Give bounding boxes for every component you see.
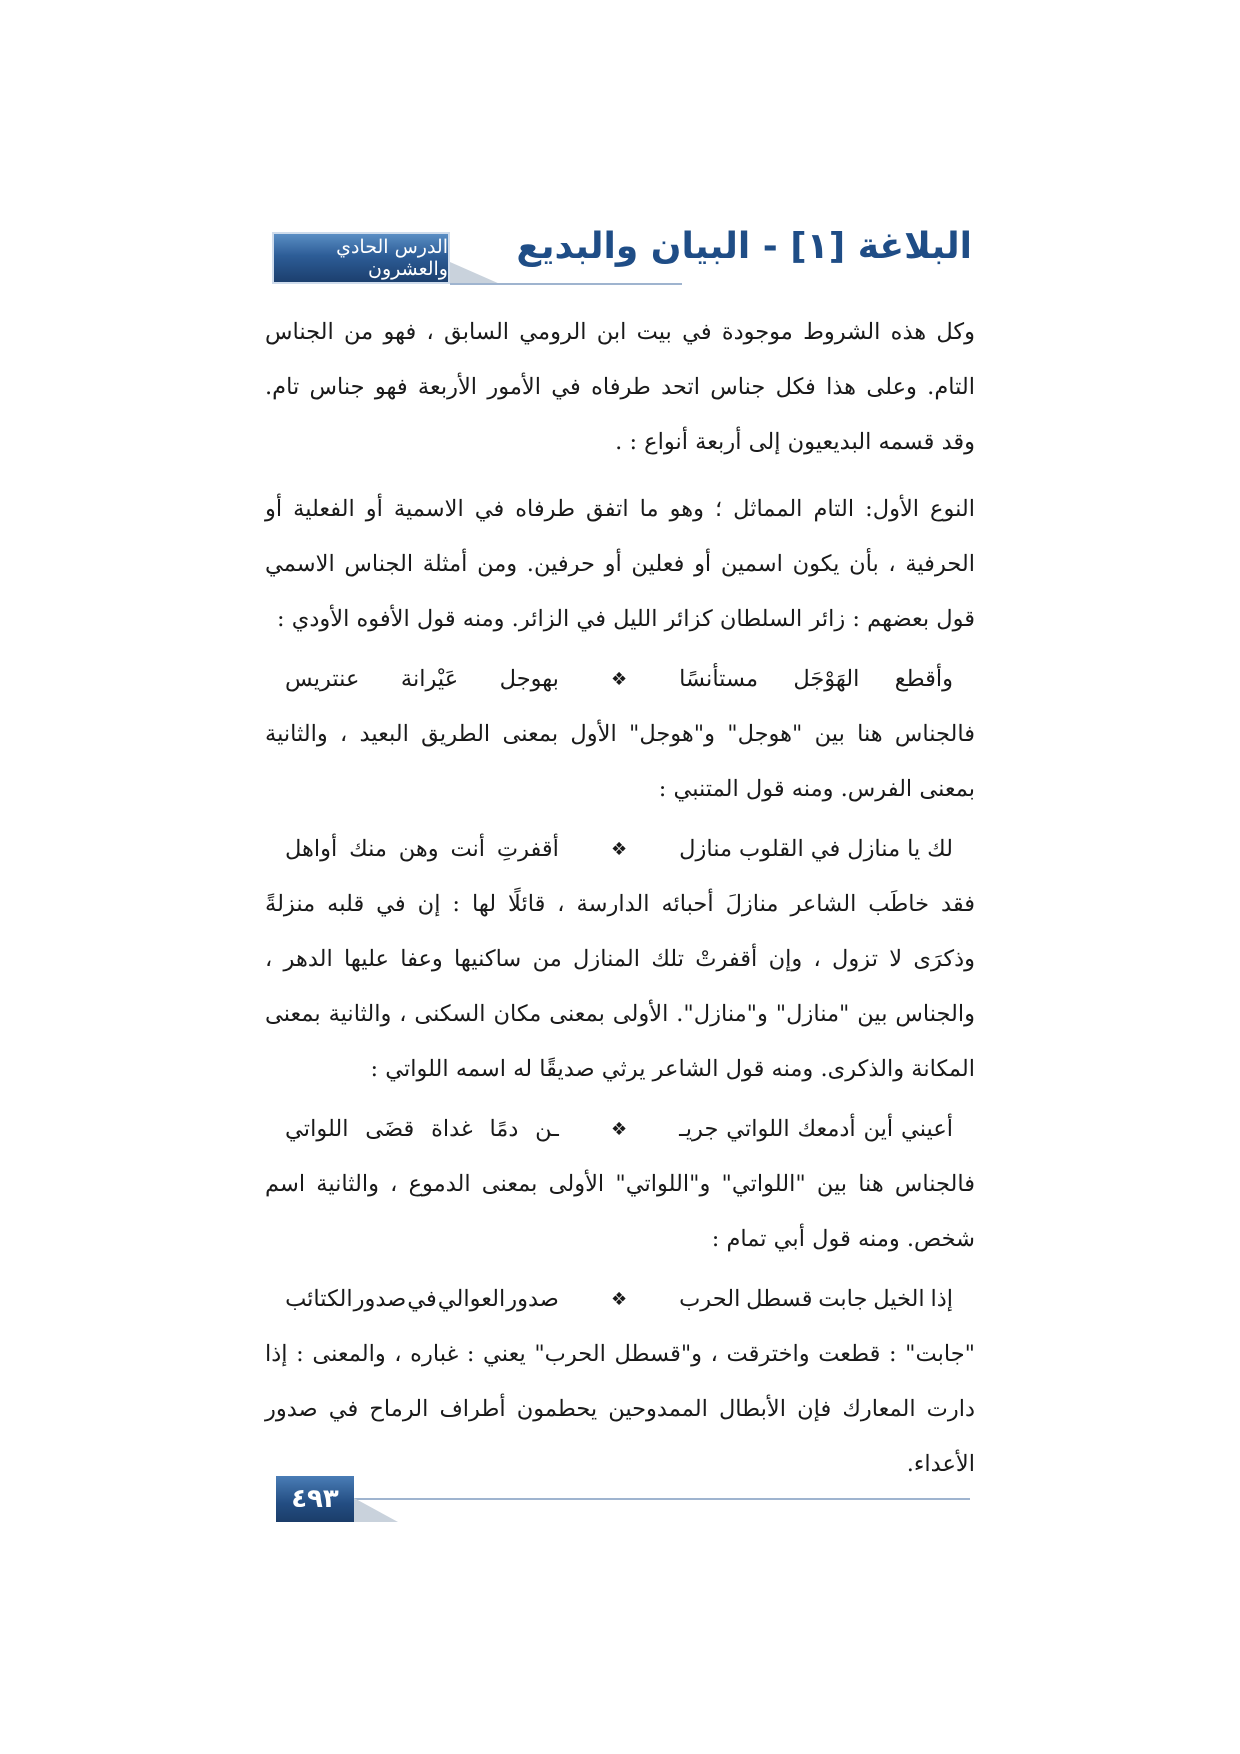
verse-word: أدمعك: [797, 1115, 856, 1142]
verse-word: الخيل: [873, 1285, 925, 1312]
verse-word: بهوجل: [499, 665, 559, 692]
verse-separator-icon: ❖: [610, 668, 628, 690]
verse-separator-icon: ❖: [610, 838, 628, 860]
verse-word: قضَى: [365, 1115, 415, 1142]
page-footer: [276, 1476, 970, 1524]
verse-word: في: [407, 1285, 437, 1312]
footer-tail-decoration: [354, 1498, 398, 1522]
paragraph: "جابت" : قطعت واخترقت ، و"قسطل الحرب" يعني : غباره ، والمعنى : إذا دارت المعارك فإن الأبطال الممدوحين يحطمون أطراف الرماح في صدور الأعداء.: [265, 1341, 975, 1477]
lesson-badge: الدرس الحادي والعشرون: [272, 232, 450, 284]
verse-word: منازل: [679, 835, 733, 862]
verse-word: ـن: [535, 1115, 559, 1142]
verse-word: إذا: [930, 1285, 953, 1312]
page-body: [265, 305, 975, 1492]
verse-line: [265, 821, 975, 877]
verse-word: منك: [349, 835, 387, 862]
verse-word: الحرب: [679, 1285, 741, 1312]
verse-word: أعيني: [900, 1115, 953, 1142]
verse-word: لك: [927, 835, 953, 862]
verse-word: غداة: [431, 1115, 473, 1142]
paragraph: فقد خاطَب الشاعر منازلَ أحبائه الدارسة ، قائلًا لها : إن في قلبه منزلةً وذكرَى لا تزول ، وإن أقفرتْ تلك المنازل من ساكنيها وعفا عليها الدهر ، والجناس بين "منازل" و"منازل". الأولى بمعنى مكان السكنى ، والثانية بمعنى المكانة والذكرى. ومنه قول الشاعر يرثي صديقًا له اسمه اللواتي :: [265, 891, 975, 1082]
page-header: [272, 226, 972, 288]
verse-word: صدور: [353, 1285, 407, 1312]
verse-word: وأقطع: [894, 665, 953, 692]
verse-second-hemistich: [285, 822, 559, 877]
verse-word: يا: [907, 835, 921, 862]
verse-word: أين: [863, 1115, 894, 1142]
verse-word: الكتائب: [285, 1285, 353, 1312]
page-number: ٤٩٣: [276, 1476, 354, 1522]
verse-line: [265, 1101, 975, 1157]
verse-second-hemistich: [285, 652, 559, 707]
verse-word: صدور: [506, 1285, 559, 1312]
verse-word: دمًا: [489, 1115, 519, 1142]
verse-word: جريـ: [679, 1115, 719, 1142]
verse-first-hemistich: [679, 822, 953, 877]
verse-second-hemistich: [285, 1102, 559, 1157]
footer-divider-line: [354, 1498, 970, 1500]
lesson-badge-container: [272, 232, 457, 288]
verse-line: [265, 1271, 975, 1327]
header-divider-line: [450, 283, 682, 285]
verse-word: عَيْرانة: [400, 665, 459, 692]
verse-word: القلوب: [739, 835, 804, 862]
verse-word: أقفرتِ: [496, 835, 559, 862]
badge-tail-decoration: [450, 262, 500, 284]
verse-word: أواهل: [285, 835, 338, 862]
verse-line: [265, 651, 975, 707]
verse-word: أنت: [450, 835, 486, 862]
verse-word: العوالي: [437, 1285, 506, 1312]
verse-first-hemistich: [679, 1102, 953, 1157]
verse-word: الهَوْجَل: [793, 665, 860, 692]
book-title: البلاغة [١] - البيان والبديع: [516, 226, 972, 267]
paragraph: النوع الأول: التام المماثل ؛ وهو ما اتفق طرفاه في الاسمية أو الفعلية أو الحرفية ، بأن يكون اسمين أو فعلين أو حرفين. ومن أمثلة الجناس الاسمي قول بعضهم : زائر السلطان كزائر الليل في الزائر. ومنه قول الأفوه الأودي :: [265, 496, 975, 632]
verse-word: مستأنسًا: [679, 665, 759, 692]
verse-word: وهن: [398, 835, 439, 862]
verse-first-hemistich: [679, 1272, 953, 1327]
verse-second-hemistich: [285, 1272, 559, 1327]
verse-first-hemistich: [679, 652, 953, 707]
verse-word: منازل: [847, 835, 901, 862]
verse-separator-icon: ❖: [610, 1288, 628, 1310]
verse-word: في: [810, 835, 841, 862]
verse-word: قسطل: [746, 1285, 813, 1312]
paragraph: وكل هذه الشروط موجودة في بيت ابن الرومي السابق ، فهو من الجناس التام. وعلى هذا فكل جناس اتحد طرفاه في الأمور الأربعة فهو جناس تام. وقد قسمه البديعيون إلى أربعة أنواع : .: [265, 319, 975, 455]
verse-word: جابت: [818, 1285, 868, 1312]
verse-separator-icon: ❖: [610, 1118, 628, 1140]
verse-word: اللواتي: [726, 1115, 790, 1142]
paragraph: فالجناس هنا بين "اللواتي" و"اللواتي" الأولى بمعنى الدموع ، والثانية اسم شخص. ومنه قول أبي تمام :: [265, 1171, 975, 1252]
verse-word: اللواتي: [285, 1115, 349, 1142]
paragraph: فالجناس هنا بين "هوجل" و"هوجل" الأول بمعنى الطريق البعيد ، والثانية بمعنى الفرس. ومنه قول المتنبي :: [265, 721, 975, 802]
verse-word: عنتريس: [285, 665, 360, 692]
